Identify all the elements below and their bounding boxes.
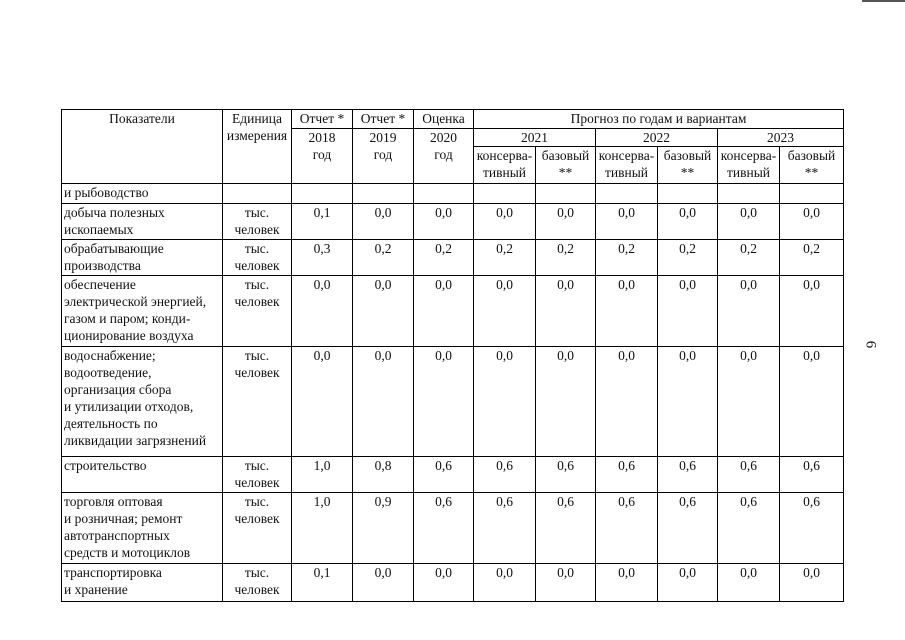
value-cell: 0,0 bbox=[536, 275, 596, 346]
value-cell: 0,0 bbox=[536, 346, 596, 456]
value-cell: 0,6 bbox=[718, 456, 780, 492]
row-unit-line: человек bbox=[234, 293, 280, 309]
forecast-table bbox=[61, 109, 844, 602]
table-row bbox=[62, 203, 844, 239]
row-indicator bbox=[62, 239, 223, 275]
value-cell: 0,2 bbox=[414, 239, 474, 275]
header-forecast: Прогноз по годам и вариантам bbox=[474, 110, 844, 129]
value-cell: 0,6 bbox=[536, 492, 596, 563]
value-cell: 0,2 bbox=[474, 239, 536, 275]
variant-label: консерва- bbox=[720, 148, 777, 164]
row-indicator-line: и утилизации отходов, bbox=[64, 398, 194, 414]
row-indicator-line: обеспечение bbox=[64, 276, 136, 292]
value-cell: 0,6 bbox=[780, 456, 844, 492]
row-unit-line: тыс. bbox=[244, 564, 270, 580]
header-2018-label: Отчет * bbox=[292, 110, 353, 129]
row-indicator-line: средств и мотоциклов bbox=[64, 544, 191, 560]
value-cell: 0,0 bbox=[780, 203, 844, 239]
table-row bbox=[62, 456, 844, 492]
row-indicator-line: ционирование воздуха bbox=[64, 327, 194, 343]
variant-label: ** bbox=[558, 165, 573, 181]
row-indicator-line: деятельность по bbox=[64, 415, 158, 431]
value-cell: 0,2 bbox=[658, 239, 718, 275]
value-cell: 0,0 bbox=[292, 346, 353, 456]
row-unit-line: тыс. bbox=[244, 204, 270, 220]
header-2020-god: год bbox=[434, 146, 453, 162]
value-cell: 0,1 bbox=[292, 563, 353, 601]
value-cell: 0,0 bbox=[596, 275, 658, 346]
value-cell bbox=[292, 184, 353, 204]
value-cell: 0,0 bbox=[658, 275, 718, 346]
variant-label: базовый bbox=[787, 148, 836, 164]
row-unit-line: человек bbox=[234, 474, 280, 490]
value-cell: 0,6 bbox=[658, 456, 718, 492]
value-cell: 0,2 bbox=[536, 239, 596, 275]
header-2019-year-cell bbox=[353, 128, 414, 184]
value-cell: 0,0 bbox=[596, 203, 658, 239]
value-cell: 0,0 bbox=[414, 275, 474, 346]
value-cell: 0,0 bbox=[780, 346, 844, 456]
value-cell: 0,0 bbox=[414, 346, 474, 456]
row-unit-line: человек bbox=[234, 221, 280, 237]
header-variant-conservative bbox=[718, 147, 780, 184]
value-cell bbox=[658, 184, 718, 204]
value-cell: 0,6 bbox=[596, 492, 658, 563]
row-indicator-line: торговля оптовая bbox=[64, 493, 163, 509]
value-cell: 0,0 bbox=[596, 563, 658, 601]
value-cell: 0,0 bbox=[658, 346, 718, 456]
value-cell: 0,3 bbox=[292, 239, 353, 275]
value-cell: 0,6 bbox=[658, 492, 718, 563]
row-indicator-line: производства bbox=[64, 257, 141, 273]
value-cell: 0,0 bbox=[718, 346, 780, 456]
row-indicator-line: организация сбора bbox=[64, 381, 172, 397]
header-2019-label: Отчет * bbox=[353, 110, 414, 129]
value-cell bbox=[780, 184, 844, 204]
header-variant-conservative bbox=[596, 147, 658, 184]
header-variant-conservative bbox=[474, 147, 536, 184]
value-cell: 0,6 bbox=[414, 492, 474, 563]
row-unit-line: тыс. bbox=[244, 347, 270, 363]
row-unit bbox=[223, 563, 292, 601]
value-cell: 0,0 bbox=[353, 346, 414, 456]
row-indicator bbox=[62, 492, 223, 563]
page-number: 6 bbox=[862, 340, 879, 349]
value-cell: 0,1 bbox=[292, 203, 353, 239]
table-row bbox=[62, 239, 844, 275]
value-cell: 0,9 bbox=[353, 492, 414, 563]
row-indicator-line: электрической энергией, bbox=[64, 293, 207, 309]
variant-label: тивный bbox=[726, 165, 771, 181]
table-row bbox=[62, 563, 844, 601]
value-cell bbox=[414, 184, 474, 204]
value-cell: 0,0 bbox=[718, 203, 780, 239]
header-variant-base bbox=[780, 147, 844, 184]
row-indicator-line: водоснабжение; bbox=[64, 347, 156, 363]
header-year-2022: 2022 bbox=[596, 128, 718, 147]
value-cell: 0,8 bbox=[353, 456, 414, 492]
header-unit-line1: Единица bbox=[231, 111, 282, 126]
value-cell: 0,0 bbox=[780, 563, 844, 601]
value-cell: 0,0 bbox=[780, 275, 844, 346]
page-corner-line bbox=[862, 0, 905, 2]
row-unit bbox=[223, 184, 292, 204]
value-cell: 0,0 bbox=[353, 203, 414, 239]
row-unit-line: тыс. bbox=[244, 276, 270, 292]
header-2019-year: 2019 bbox=[369, 129, 397, 145]
value-cell: 0,0 bbox=[536, 563, 596, 601]
row-indicator bbox=[62, 275, 223, 346]
row-indicator-line: добыча полезных bbox=[64, 204, 165, 220]
header-variant-base bbox=[658, 147, 718, 184]
header-2020-label: Оценка bbox=[414, 110, 474, 129]
row-unit-line: человек bbox=[234, 581, 280, 597]
value-cell bbox=[596, 184, 658, 204]
row-indicator bbox=[62, 456, 223, 492]
value-cell: 0,0 bbox=[658, 203, 718, 239]
row-indicator-line: автотранспортных bbox=[64, 527, 170, 543]
variant-label: ** bbox=[680, 165, 695, 181]
header-year-2021: 2021 bbox=[474, 128, 596, 147]
row-indicator-line: ликвидации загрязнений bbox=[64, 432, 207, 448]
variant-label: консерва- bbox=[476, 148, 533, 164]
table-row bbox=[62, 275, 844, 346]
row-indicator-line: водоотведение, bbox=[64, 364, 152, 380]
row-indicator-line: обрабатывающие bbox=[64, 240, 164, 256]
row-unit bbox=[223, 492, 292, 563]
value-cell: 0,0 bbox=[474, 275, 536, 346]
row-indicator-line: газом и паром; конди- bbox=[64, 310, 191, 326]
value-cell: 0,6 bbox=[780, 492, 844, 563]
value-cell: 0,0 bbox=[658, 563, 718, 601]
value-cell bbox=[536, 184, 596, 204]
value-cell: 0,6 bbox=[718, 492, 780, 563]
variant-label: базовый bbox=[663, 148, 712, 164]
value-cell: 0,0 bbox=[474, 203, 536, 239]
value-cell: 0,2 bbox=[718, 239, 780, 275]
header-indicators: Показатели bbox=[62, 110, 223, 184]
row-indicator-line: строительство bbox=[64, 457, 147, 473]
row-indicator-line: транспортировка bbox=[64, 564, 162, 580]
row-indicator bbox=[62, 203, 223, 239]
header-variant-base bbox=[536, 147, 596, 184]
row-unit bbox=[223, 346, 292, 456]
value-cell: 0,0 bbox=[536, 203, 596, 239]
row-unit bbox=[223, 456, 292, 492]
row-indicator bbox=[62, 346, 223, 456]
value-cell: 0,0 bbox=[596, 346, 658, 456]
value-cell: 0,6 bbox=[536, 456, 596, 492]
table-row bbox=[62, 492, 844, 563]
variant-label: консерва- bbox=[598, 148, 655, 164]
row-indicator bbox=[62, 563, 223, 601]
value-cell: 1,0 bbox=[292, 456, 353, 492]
variant-label: базовый bbox=[541, 148, 590, 164]
row-unit-line: тыс. bbox=[244, 457, 270, 473]
row-unit bbox=[223, 239, 292, 275]
value-cell: 0,6 bbox=[596, 456, 658, 492]
value-cell: 0,0 bbox=[292, 275, 353, 346]
header-2019-god: год bbox=[373, 146, 393, 162]
value-cell: 0,2 bbox=[353, 239, 414, 275]
header-unit bbox=[223, 110, 292, 184]
value-cell: 1,0 bbox=[292, 492, 353, 563]
row-unit-line: тыс. bbox=[244, 493, 270, 509]
value-cell: 0,0 bbox=[353, 563, 414, 601]
row-unit bbox=[223, 203, 292, 239]
value-cell: 0,6 bbox=[414, 456, 474, 492]
value-cell: 0,0 bbox=[474, 346, 536, 456]
value-cell: 0,0 bbox=[353, 275, 414, 346]
row-unit-line: человек bbox=[234, 257, 280, 273]
value-cell bbox=[718, 184, 780, 204]
row-unit bbox=[223, 275, 292, 346]
value-cell bbox=[474, 184, 536, 204]
row-indicator-line: и рыбоводство bbox=[64, 185, 149, 201]
value-cell: 0,0 bbox=[474, 563, 536, 601]
value-cell: 0,6 bbox=[474, 492, 536, 563]
value-cell bbox=[353, 184, 414, 204]
table-row bbox=[62, 184, 844, 204]
value-cell: 0,2 bbox=[780, 239, 844, 275]
row-unit-line: тыс. bbox=[244, 240, 270, 256]
variant-label: тивный bbox=[604, 165, 649, 181]
row-unit-line: человек bbox=[234, 364, 280, 380]
value-cell: 0,0 bbox=[718, 563, 780, 601]
row-indicator-line: ископаемых bbox=[64, 221, 134, 237]
value-cell: 0,6 bbox=[474, 456, 536, 492]
row-indicator bbox=[62, 184, 223, 204]
table-row bbox=[62, 346, 844, 456]
row-unit-line: человек bbox=[234, 510, 280, 526]
header-2020-year-cell bbox=[414, 128, 474, 184]
value-cell: 0,0 bbox=[414, 203, 474, 239]
row-indicator-line: и розничная; ремонт bbox=[64, 510, 183, 526]
header-2018-god: год bbox=[312, 146, 332, 162]
variant-label: ** bbox=[804, 165, 819, 181]
row-indicator-line: и хранение bbox=[64, 581, 128, 597]
variant-label: тивный bbox=[482, 165, 527, 181]
value-cell: 0,2 bbox=[596, 239, 658, 275]
header-2020-year: 2020 bbox=[430, 129, 457, 145]
header-year-2023: 2023 bbox=[718, 128, 844, 147]
header-unit-line2: измерения bbox=[226, 128, 288, 143]
value-cell: 0,0 bbox=[414, 563, 474, 601]
value-cell: 0,0 bbox=[718, 275, 780, 346]
header-2018-year: 2018 bbox=[308, 129, 336, 145]
header-2018-year-cell bbox=[292, 128, 353, 184]
